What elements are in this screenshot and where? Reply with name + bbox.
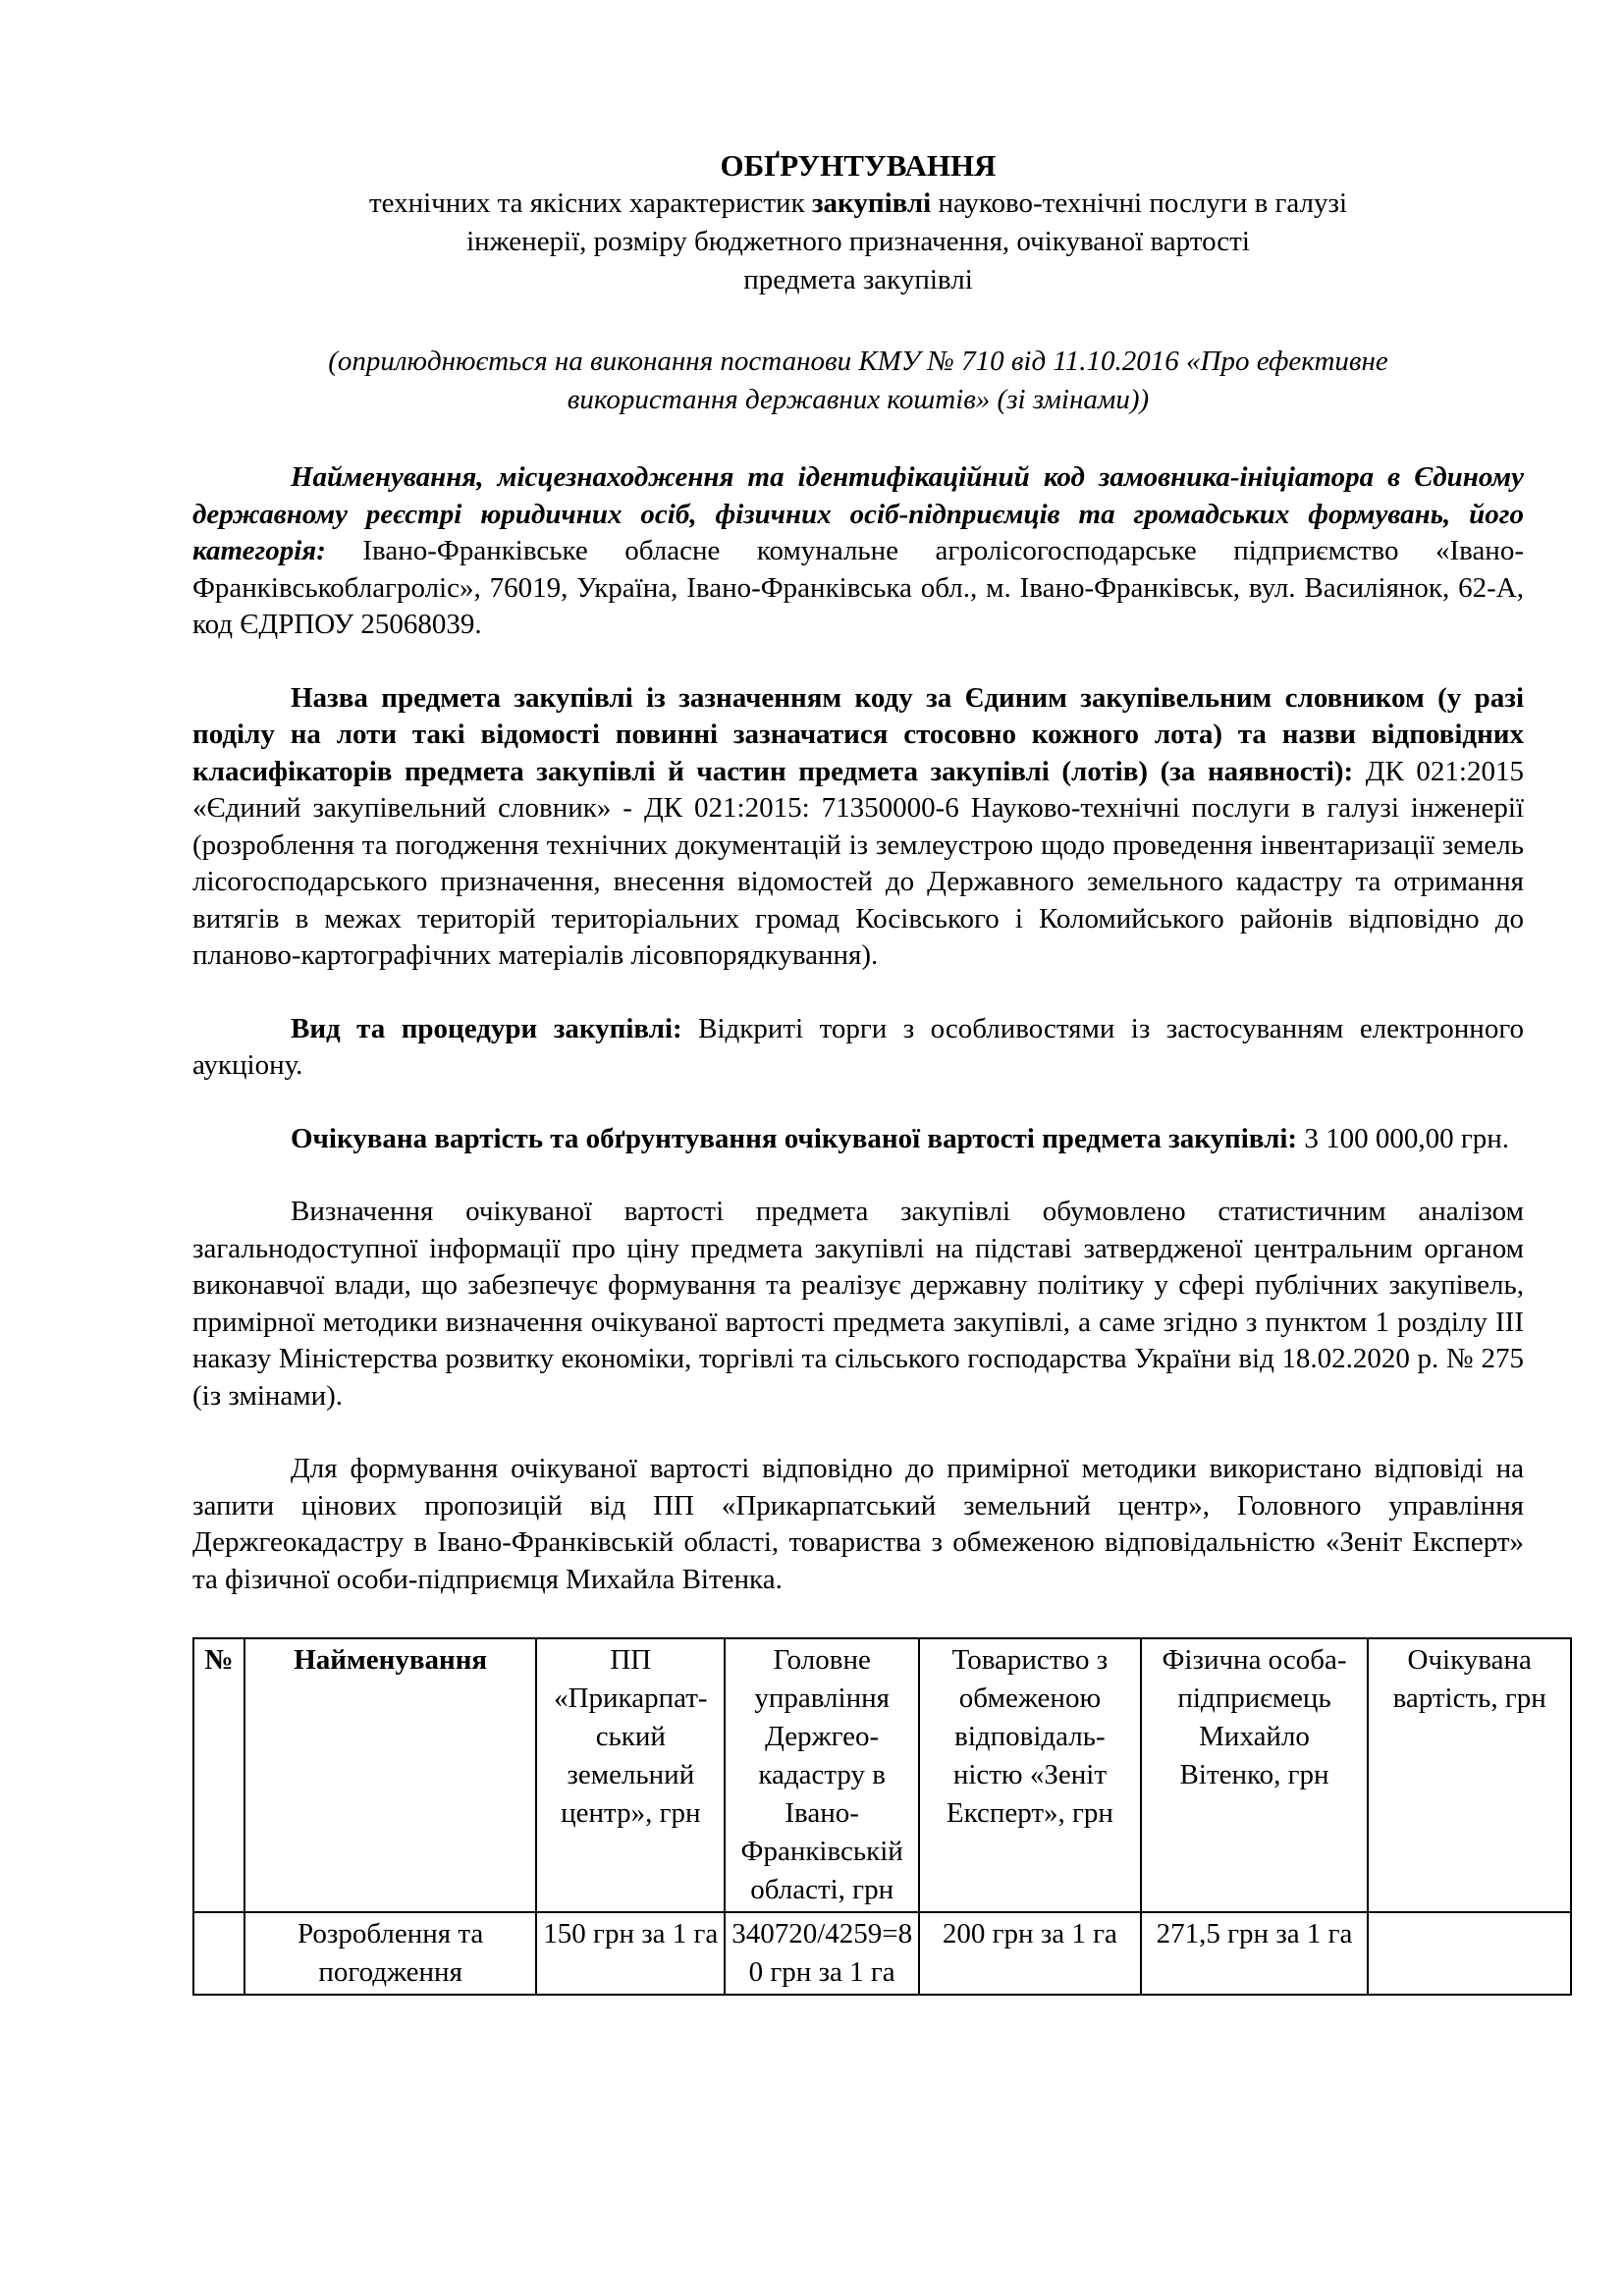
- table-cell: [193, 1912, 244, 1995]
- subject-text: ДК 021:2015 «Єдиний закупівельний словник» - ДК 021:2015: 71350000-6 Науково-технічні послуги в галузі інженерії (розроблення та погодження технічних документацій із землеустрою щодо проведення інвентаризації земель лісогосподарського призначення, внесення відомостей до Державного земельного кадастру та отримання витягів в межах територій територіальних громад Косівського і Коломийського районів відповідно до планово-картографічних матеріалів лісовпорядкування).: [192, 755, 1524, 971]
- expected-cost-value: 3 100 000,00 грн.: [1297, 1122, 1509, 1154]
- table-cell: 340720/4259=80 грн за 1 га: [725, 1912, 919, 1995]
- table-header-cell: ПП «Прикарпат-ський земельний центр», грн: [536, 1638, 725, 1912]
- subject-paragraph: [192, 680, 1524, 975]
- expected-cost-label: Очікувана вартість та обґрунтування очікуваної вартості предмета закупівлі:: [291, 1122, 1298, 1154]
- legal-note-line-2: використання державних коштів» (зі змінами)): [567, 384, 1150, 415]
- table-header-cell: Головне управління Держгео-кадастру в Івано-Франківській області, грн: [725, 1638, 919, 1912]
- table-cell: 150 грн за 1 га: [536, 1912, 725, 1995]
- table-header-cell: Фізична особа-підприємець Михайло Вітенко, грн: [1141, 1638, 1369, 1912]
- subtitle-line-2: інженерії, розміру бюджетного призначення, очікуваної вартості: [466, 226, 1250, 257]
- procedure-paragraph: [192, 1011, 1524, 1085]
- subject-label: Назва предмета закупівлі із зазначенням коду за Єдиним закупівельним словником (у разі поділу на лоти такі відомості повинні зазначатися стосовно кожного лота) та назви відповідних класифікаторів предмета закупівлі й частин предмета закупівлі (лотів) (за наявності):: [192, 681, 1524, 787]
- methodology-paragraph: Визначення очікуваної вартості предмета закупівлі обумовлено статистичним аналізом загальнодоступної інформації про ціну предмета закупівлі на підставі затвердженої центральним органом виконавчої влади, що забезпечує формування та реалізує державну політику у сфері публічних закупівель, примірної методики визначення очікуваної вартості предмета закупівлі, а саме згідно з пунктом 1 розділу ІІІ наказу Міністерства розвитку економіки, торгівлі та сільського господарства України від 18.02.2020 р. № 275 (із змінами).: [192, 1196, 1524, 1412]
- procedure-label: Вид та процедури закупівлі:: [291, 1012, 682, 1044]
- subtitle-bold: закупівлі: [811, 187, 932, 219]
- table-cell: [1368, 1912, 1571, 1995]
- table-cell: 271,5 грн за 1 га: [1141, 1912, 1369, 1995]
- subtitle-line-1: [192, 185, 1524, 223]
- table-row: [193, 1912, 1571, 1995]
- table-cell: Розроблення та погодження: [244, 1912, 536, 1995]
- expected-cost-paragraph: [192, 1121, 1524, 1158]
- customer-text: Івано-Франківське обласне комунальне агролісогосподарське підприємство «Івано-Франківськоблагроліс», 76019, Україна, Івано-Франківська обл., м. Івано-Франківськ, вул. Василіянок, 62-А, код ЄДРПОУ 25068039.: [192, 535, 1524, 640]
- procedure-text: Відкриті торги з особливостями із застосуванням електронного аукціону.: [192, 1012, 1524, 1081]
- price-comparison-table: [192, 1637, 1572, 1996]
- customer-paragraph: [192, 459, 1524, 644]
- legal-note: [192, 343, 1524, 419]
- table-cell: 200 грн за 1 га: [919, 1912, 1141, 1995]
- subtitle-text: технічних та якісних характеристик: [368, 187, 812, 219]
- table-header-cell: Товариство з обмеженою відповідаль-ністю «Зеніт Експерт», грн: [919, 1638, 1141, 1912]
- legal-note-line-1: (оприлюднюється на виконання постанови КМУ № 710 від 11.10.2016 «Про ефективне: [328, 346, 1388, 377]
- table-header-row: [193, 1638, 1571, 1912]
- table-header-cell: Найменування: [244, 1638, 536, 1912]
- document-page: [192, 147, 1546, 1988]
- subtitle-text: науково-технічні послуги в галузі: [931, 187, 1348, 219]
- document-title: ОБҐРУНТУВАННЯ: [720, 148, 997, 183]
- table-header-cell: Очікувана вартість, грн: [1368, 1638, 1571, 1912]
- table-header-cell: №: [193, 1638, 244, 1912]
- customer-label: Найменування, місцезнаходження та ідентифікаційний код замовника-ініціатора в Єдиному державному реєстрі юридичних осіб, фізичних осіб-підприємців та громадських формувань, його категорія:: [192, 461, 1524, 566]
- price-sources-paragraph: Для формування очікуваної вартості відповідно до примірної методики використано відповіді на запити цінових пропозицій від ПП «Прикарпатський земельний центр», Головного управління Держгеокадастру в Івано-Франківській області, товариства з обмеженою відповідальністю «Зеніт Експерт» та фізичної особи-підприємця Михайла Вітенка.: [192, 1453, 1524, 1595]
- subtitle-line-3: предмета закупівлі: [743, 264, 973, 295]
